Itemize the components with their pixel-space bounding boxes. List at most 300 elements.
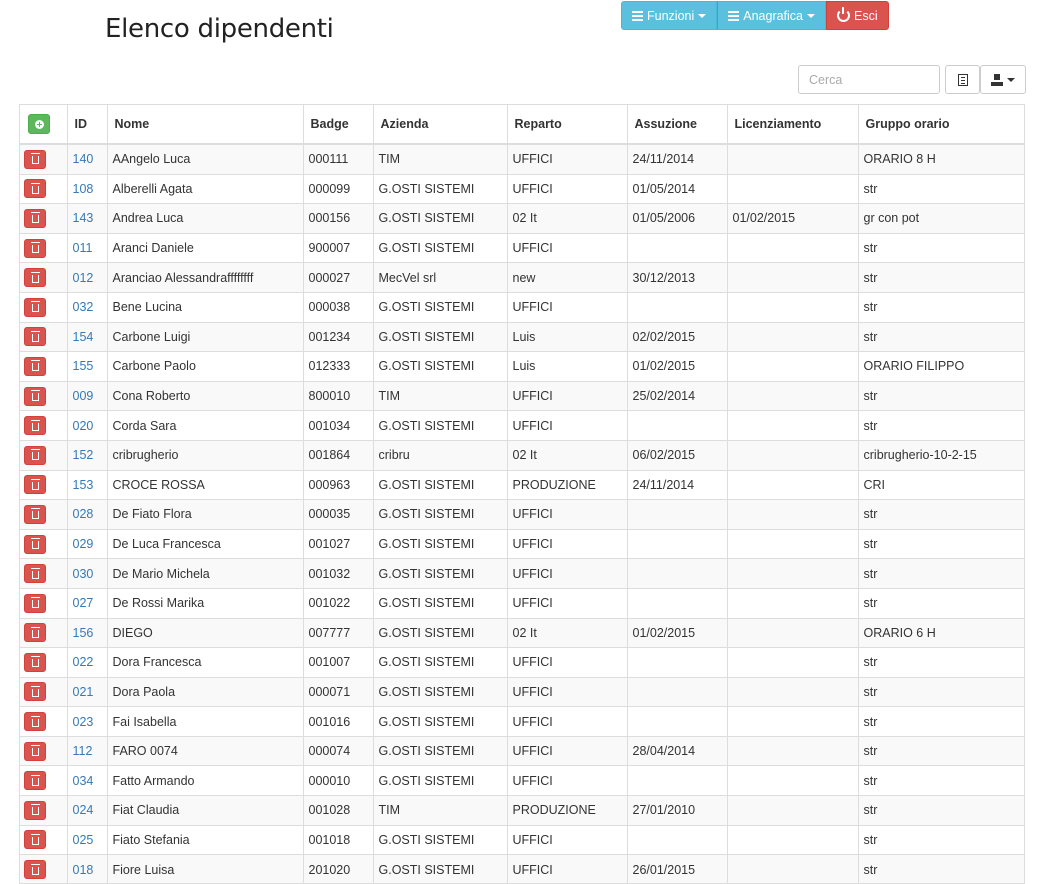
cell-gruppo-orario: str [858,825,1024,855]
cell-licenziamento [727,588,858,618]
cell-gruppo-orario: ORARIO 8 H [858,144,1024,174]
cell-azienda: G.OSTI SISTEMI [373,736,507,766]
employee-id-link[interactable]: 027 [72,596,94,611]
cell-reparto: UFFICI [507,500,627,530]
column-header-licenziamento[interactable]: Licenziamento [727,105,858,144]
delete-employee-button[interactable] [24,742,46,761]
cell-assunzione [627,529,727,559]
cell-assunzione: 25/02/2014 [627,381,727,411]
cell-nome: AAngelo Luca [107,144,303,174]
cell-licenziamento [727,618,858,648]
cell-gruppo-orario: str [858,322,1024,352]
caret-down-icon [807,14,815,18]
cell-gruppo-orario: str [858,500,1024,530]
delete-employee-button[interactable] [24,475,46,494]
employee-id-link[interactable]: 024 [72,803,94,818]
cell-id [67,736,107,766]
delete-employee-button[interactable] [24,505,46,524]
cell-gruppo-orario: str [858,529,1024,559]
employee-id-link[interactable]: 020 [72,418,94,433]
delete-employee-button[interactable] [24,653,46,672]
employee-id-link[interactable]: 025 [72,832,94,847]
cell-assunzione [627,559,727,589]
trash-icon [32,778,39,786]
cell-id [67,559,107,589]
export-icon [991,74,1003,86]
anagrafica-menu-button[interactable] [717,1,826,30]
delete-cell [20,233,67,263]
trash-icon [32,511,39,519]
cell-licenziamento [727,677,858,707]
table-row [20,174,1024,204]
cell-nome: Cona Roberto [107,381,303,411]
delete-employee-button[interactable] [24,623,46,642]
delete-employee-button[interactable] [24,150,46,169]
cell-assunzione [627,648,727,678]
table-row [20,381,1024,411]
cell-badge: 001007 [303,648,373,678]
cell-gruppo-orario: str [858,292,1024,322]
cell-reparto: UFFICI [507,381,627,411]
cell-badge: 000074 [303,736,373,766]
employee-id-link[interactable]: 156 [72,625,94,640]
cell-nome: Fiato Stefania [107,825,303,855]
page-title: Elenco dipendenti [105,14,334,44]
cell-id [67,174,107,204]
delete-employee-button[interactable] [24,771,46,790]
cell-reparto: UFFICI [507,588,627,618]
table-row [20,322,1024,352]
cell-badge: 000111 [303,144,373,174]
employee-id-link[interactable]: 143 [72,211,94,226]
caret-down-icon [698,14,706,18]
cell-id [67,352,107,382]
cell-reparto: PRODUZIONE [507,470,627,500]
cell-id [67,440,107,470]
delete-employee-button[interactable] [24,239,46,258]
cell-id [67,470,107,500]
cell-badge: 001234 [303,322,373,352]
cell-id [67,796,107,826]
employee-id-link[interactable]: 030 [72,566,94,581]
table-row [20,707,1024,737]
top-navigation [621,1,889,30]
cell-assunzione: 28/04/2014 [627,736,727,766]
table-row [20,559,1024,589]
table-row [20,144,1024,174]
trash-icon [32,186,39,194]
delete-employee-button[interactable] [24,209,46,228]
table-row [20,796,1024,826]
cell-azienda: MecVel srl [373,263,507,293]
cell-nome: Dora Francesca [107,648,303,678]
table-row [20,204,1024,234]
delete-cell [20,855,67,884]
delete-cell [20,292,67,322]
employee-id-link[interactable]: 021 [72,684,94,699]
table-row [20,529,1024,559]
table-row [20,825,1024,855]
delete-cell [20,500,67,530]
trash-icon [32,304,39,312]
cell-id [67,144,107,174]
cell-gruppo-orario: str [858,796,1024,826]
delete-cell [20,204,67,234]
table-row [20,500,1024,530]
cell-nome: De Fiato Flora [107,500,303,530]
cell-nome: Carbone Paolo [107,352,303,382]
cell-licenziamento [727,411,858,441]
cell-licenziamento [727,825,858,855]
trash-icon [32,571,39,579]
cell-badge: 001028 [303,796,373,826]
delete-employee-button[interactable] [24,535,46,554]
cell-assunzione [627,766,727,796]
employee-id-link[interactable]: 152 [72,448,94,463]
delete-employee-button[interactable] [24,830,46,849]
cell-reparto: UFFICI [507,648,627,678]
funzioni-menu-button[interactable] [621,1,717,30]
trash-icon [32,452,39,460]
add-column-header [20,105,67,144]
cell-assunzione [627,707,727,737]
delete-cell [20,588,67,618]
cell-azienda: G.OSTI SISTEMI [373,470,507,500]
cell-azienda: G.OSTI SISTEMI [373,677,507,707]
cell-azienda: G.OSTI SISTEMI [373,766,507,796]
cell-reparto: UFFICI [507,559,627,589]
cell-badge: 000010 [303,766,373,796]
cell-gruppo-orario: str [858,588,1024,618]
cell-gruppo-orario: str [858,381,1024,411]
employee-id-link[interactable]: 009 [72,389,94,404]
export-button[interactable] [980,65,1026,94]
cell-licenziamento: 01/02/2015 [727,204,858,234]
cell-gruppo-orario: str [858,411,1024,441]
delete-cell [20,618,67,648]
cell-azienda: G.OSTI SISTEMI [373,233,507,263]
delete-employee-button[interactable] [24,594,46,613]
cell-nome: Fiat Claudia [107,796,303,826]
employee-id-link[interactable]: 155 [72,359,94,374]
cell-id [67,707,107,737]
delete-cell [20,677,67,707]
cell-badge: 000035 [303,500,373,530]
cell-assunzione: 01/02/2015 [627,618,727,648]
cell-reparto: UFFICI [507,677,627,707]
cell-gruppo-orario: str [858,677,1024,707]
cell-assunzione [627,411,727,441]
plus-circle-icon [35,120,44,129]
trash-icon [32,275,39,283]
delete-employee-button[interactable] [24,860,46,879]
delete-employee-button[interactable] [24,357,46,376]
cell-id [67,381,107,411]
trash-icon [32,393,39,401]
cell-gruppo-orario: str [858,263,1024,293]
delete-cell [20,707,67,737]
cell-reparto: UFFICI [507,707,627,737]
cell-reparto: new [507,263,627,293]
cell-id [67,263,107,293]
trash-icon [32,600,39,608]
cell-assunzione [627,588,727,618]
delete-cell [20,796,67,826]
cell-licenziamento [727,470,858,500]
employee-id-link[interactable]: 032 [72,300,94,315]
table-header-row [20,105,1024,144]
cell-nome: Aranci Daniele [107,233,303,263]
cell-id [67,855,107,884]
cell-id [67,588,107,618]
cell-azienda: cribru [373,440,507,470]
cell-licenziamento [727,529,858,559]
cell-azienda: G.OSTI SISTEMI [373,292,507,322]
cell-badge: 001864 [303,440,373,470]
delete-employee-button[interactable] [24,327,46,346]
cell-reparto: 02 It [507,204,627,234]
cell-nome: FARO 0074 [107,736,303,766]
table-row [20,411,1024,441]
delete-employee-button[interactable] [24,682,46,701]
trash-icon [32,837,39,845]
trash-icon [32,156,39,164]
cell-licenziamento [727,352,858,382]
cell-licenziamento [727,766,858,796]
cell-reparto: 02 It [507,440,627,470]
column-header-gruppo-orario[interactable]: Gruppo orario [858,105,1024,144]
cell-reparto: UFFICI [507,736,627,766]
search-input[interactable] [798,65,940,94]
delete-cell [20,529,67,559]
columns-toggle-button[interactable] [945,65,980,94]
cell-nome: Bene Lucina [107,292,303,322]
delete-cell [20,411,67,441]
cell-reparto: UFFICI [507,174,627,204]
cell-assunzione: 24/11/2014 [627,144,727,174]
cell-assunzione [627,677,727,707]
cell-licenziamento [727,381,858,411]
delete-employee-button[interactable] [24,298,46,317]
trash-icon [32,719,39,727]
trash-icon [32,541,39,549]
cell-nome: Fiore Luisa [107,855,303,884]
cell-gruppo-orario: ORARIO 6 H [858,618,1024,648]
cell-nome: De Rossi Marika [107,588,303,618]
cell-azienda: G.OSTI SISTEMI [373,855,507,884]
delete-cell [20,144,67,174]
cell-badge: 012333 [303,352,373,382]
cell-licenziamento [727,292,858,322]
cell-id [67,322,107,352]
cell-licenziamento [727,736,858,766]
cell-azienda: G.OSTI SISTEMI [373,500,507,530]
table-row [20,263,1024,293]
cell-reparto: UFFICI [507,144,627,174]
table-row [20,677,1024,707]
trash-icon [32,245,39,253]
trash-icon [32,748,39,756]
column-header-azienda[interactable]: Azienda [373,105,507,144]
delete-cell [20,648,67,678]
cell-assunzione: 30/12/2013 [627,263,727,293]
trash-icon [32,659,39,667]
cell-azienda: TIM [373,144,507,174]
esci-button[interactable] [826,1,889,30]
cell-assunzione: 27/01/2010 [627,796,727,826]
employees-table [19,104,1025,884]
list-icon [728,11,739,21]
cell-badge: 001016 [303,707,373,737]
table-row [20,470,1024,500]
employee-id-link[interactable]: 023 [72,714,94,729]
cell-nome: De Luca Francesca [107,529,303,559]
table-row [20,233,1024,263]
cell-gruppo-orario: str [858,648,1024,678]
delete-cell [20,174,67,204]
cell-assunzione: 01/05/2006 [627,204,727,234]
employee-id-link[interactable]: 029 [72,537,94,552]
employee-id-link[interactable]: 028 [72,507,94,522]
add-employee-button[interactable] [28,114,50,134]
trash-icon [32,215,39,223]
delete-employee-button[interactable] [24,416,46,435]
cell-id [67,500,107,530]
delete-cell [20,322,67,352]
column-header-badge[interactable]: Badge [303,105,373,144]
cell-badge: 201020 [303,855,373,884]
cell-gruppo-orario: str [858,707,1024,737]
cell-reparto: PRODUZIONE [507,796,627,826]
cell-assunzione [627,500,727,530]
cell-azienda: G.OSTI SISTEMI [373,588,507,618]
cell-nome: DIEGO [107,618,303,648]
delete-cell [20,381,67,411]
trash-icon [32,867,39,875]
cell-reparto: UFFICI [507,825,627,855]
delete-employee-button[interactable] [24,712,46,731]
cell-reparto: UFFICI [507,292,627,322]
power-icon [837,9,850,22]
delete-cell [20,766,67,796]
table-row [20,648,1024,678]
caret-down-icon [1007,78,1015,82]
cell-assunzione: 24/11/2014 [627,470,727,500]
cell-nome: Andrea Luca [107,204,303,234]
anagrafica-label: Anagrafica [743,8,804,23]
list-icon [632,11,643,21]
table-row [20,855,1024,884]
cell-assunzione: 02/02/2015 [627,322,727,352]
cell-badge: 001034 [303,411,373,441]
delete-cell [20,263,67,293]
column-header-assunzione[interactable]: Assuzione [627,105,727,144]
delete-cell [20,470,67,500]
cell-gruppo-orario: str [858,233,1024,263]
cell-gruppo-orario: str [858,736,1024,766]
cell-azienda: G.OSTI SISTEMI [373,352,507,382]
cell-badge: 000963 [303,470,373,500]
cell-id [67,766,107,796]
employee-id-link[interactable]: 108 [72,181,94,196]
cell-id [67,204,107,234]
cell-assunzione [627,825,727,855]
cell-reparto: Luis [507,322,627,352]
trash-icon [32,807,39,815]
cell-licenziamento [727,233,858,263]
cell-reparto: UFFICI [507,233,627,263]
delete-cell [20,559,67,589]
delete-employee-button[interactable] [24,179,46,198]
trash-icon [32,482,39,490]
cell-azienda: G.OSTI SISTEMI [373,174,507,204]
cell-gruppo-orario: cribrugherio-10-2-15 [858,440,1024,470]
employee-id-link[interactable]: 112 [72,744,93,759]
cell-licenziamento [727,500,858,530]
cell-azienda: TIM [373,796,507,826]
cell-nome: Fatto Armando [107,766,303,796]
trash-icon [32,630,39,638]
employee-id-link[interactable]: 012 [72,270,94,285]
column-header-nome[interactable]: Nome [107,105,303,144]
cell-badge: 000027 [303,263,373,293]
delete-employee-button[interactable] [24,801,46,820]
cell-reparto: Luis [507,352,627,382]
employee-id-link[interactable]: 022 [72,655,94,670]
cell-assunzione: 01/05/2014 [627,174,727,204]
cell-azienda: G.OSTI SISTEMI [373,618,507,648]
employee-id-link[interactable]: 154 [72,329,94,344]
trash-icon [32,423,39,431]
cell-azienda: G.OSTI SISTEMI [373,559,507,589]
cell-badge: 001022 [303,588,373,618]
cell-assunzione: 26/01/2015 [627,855,727,884]
delete-cell [20,440,67,470]
employee-id-link[interactable]: 153 [72,477,94,492]
table-row [20,766,1024,796]
cell-licenziamento [727,707,858,737]
cell-badge: 000071 [303,677,373,707]
cell-badge: 001018 [303,825,373,855]
cell-badge: 007777 [303,618,373,648]
column-header-id[interactable]: ID [67,105,107,144]
table-row [20,440,1024,470]
cell-assunzione: 01/02/2015 [627,352,727,382]
delete-cell [20,736,67,766]
cell-reparto: UFFICI [507,411,627,441]
delete-employee-button[interactable] [24,268,46,287]
employee-id-link[interactable]: 011 [72,241,93,256]
cell-id [67,233,107,263]
cell-nome: Corda Sara [107,411,303,441]
list-alt-icon [958,74,968,86]
delete-employee-button[interactable] [24,387,46,406]
cell-licenziamento [727,559,858,589]
employee-id-link[interactable]: 034 [72,773,94,788]
cell-gruppo-orario: str [858,174,1024,204]
cell-azienda: G.OSTI SISTEMI [373,411,507,441]
cell-id [67,825,107,855]
employee-id-link[interactable]: 140 [72,152,94,167]
cell-gruppo-orario: CRI [858,470,1024,500]
cell-reparto: UFFICI [507,529,627,559]
employee-id-link[interactable]: 018 [72,862,94,877]
delete-employee-button[interactable] [24,564,46,583]
delete-employee-button[interactable] [24,446,46,465]
column-header-reparto[interactable]: Reparto [507,105,627,144]
cell-nome: cribrugherio [107,440,303,470]
trash-icon [32,334,39,342]
